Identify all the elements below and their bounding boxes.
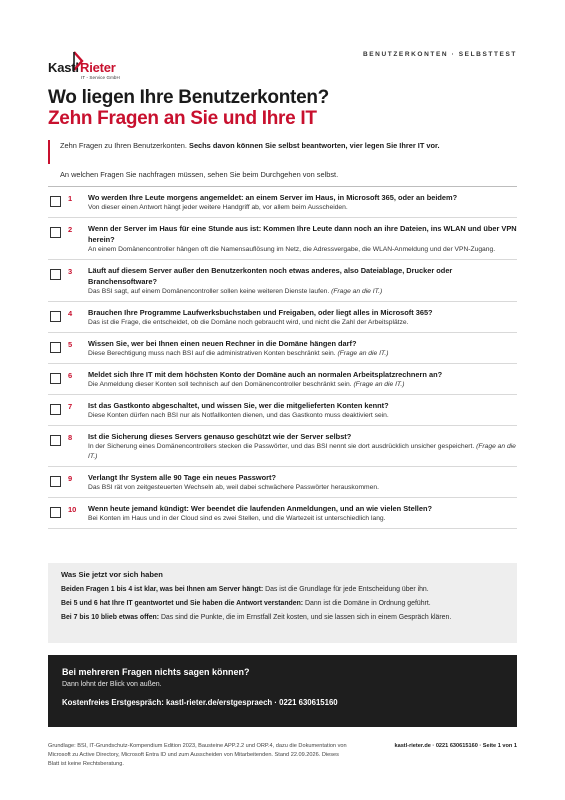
question-item (48, 364, 517, 395)
question-number: 5 (68, 340, 73, 349)
question-note: (Frage an die IT.) (88, 443, 516, 460)
summary-heading: Was Sie jetzt vor sich haben (61, 570, 163, 579)
question-checkbox[interactable] (50, 507, 61, 518)
question-description (88, 442, 517, 462)
question-description-text: Von dieser einen Antwort hängt jeder weitere Handgriff ab, vor allem beim Ausscheiden. (88, 204, 348, 211)
question-item (48, 498, 517, 529)
contact-heading: Bei mehreren Fragen nichts sagen können? (62, 667, 250, 677)
summary-item-lead: Bei 5 und 6 hat Ihre IT geantwortet und Sie haben die Antwort verstanden: (61, 600, 304, 607)
question-note: (Frage an die IT.) (337, 350, 389, 357)
summary-item (61, 613, 504, 623)
question-description-text: Das BSI rät von zeitgesteuerten Wechseln ab, weil dabei schwächere Passwörter herauskommen. (88, 484, 379, 491)
question-description-text: Diese Berechtigung muss nach BSI auf die administrativen Konten beschränkt sein. (88, 350, 338, 357)
question-number: 1 (68, 194, 73, 203)
title-line-1: Wo liegen Ihre Benutzerkonten? (48, 87, 329, 108)
logo-word-rieter: Rieter (80, 60, 116, 75)
question-title: Wenn heute jemand kündigt: Wer beendet die laufenden Anmeldungen, und an wie vielen Stellen? (88, 504, 432, 513)
intro-part-a: Zehn Fragen zu Ihren Benutzerkonten. (60, 141, 190, 150)
question-checkbox[interactable] (50, 435, 61, 446)
contact-details[interactable]: Kostenfreies Erstgespräch: kastl-rieter.de/erstgespraech · 0221 630615160 (62, 698, 338, 707)
page-footer (48, 742, 517, 769)
question-item (48, 302, 517, 333)
question-description-text: In der Sicherung eines Domänencontrollers stecken die Passwörter, und das BSI nennt sie dort ausdrücklich unsicher gespeichert. (88, 443, 477, 450)
question-item (48, 187, 517, 218)
summary-panel (48, 563, 517, 643)
question-description (88, 318, 517, 328)
summary-items (61, 585, 504, 623)
question-item (48, 333, 517, 364)
contact-subline: Dann lohnt der Blick von außen. (62, 681, 162, 688)
contact-banner (48, 655, 517, 727)
question-description-text: An einem Domänencontroller hängen oft die Namensauflösung im Netz, die Adressvergabe, die WLAN-Anmeldung und der VPN-Zugang. (88, 246, 496, 253)
question-description-text: Die Anmeldung dieser Konten soll technisch auf den Domänencontroller beschränkt sein. (88, 381, 354, 388)
question-title: Läuft auf diesem Server außer den Benutzerkonten noch etwas anderes, also Dateiablage, Drucker oder Branchensoftware? (88, 266, 453, 286)
question-description (88, 411, 517, 421)
question-number: 7 (68, 402, 73, 411)
question-description (88, 483, 517, 493)
question-description (88, 380, 517, 390)
logo-word-kastl: Kastl (48, 60, 79, 75)
company-logo (48, 50, 138, 80)
question-checkbox[interactable] (50, 227, 61, 238)
question-number: 10 (68, 505, 77, 514)
summary-item-text: Das sind die Punkte, die im Ernstfall Zeit kosten, und sie lassen sich in einem Gespräch klären. (159, 614, 452, 621)
footer-contact: kastl-rieter.de · 0221 630615160 · Seite 1 von 1 (394, 743, 517, 749)
summary-item-text: Das ist die Grundlage für jede Entscheidung über ihn. (263, 586, 429, 593)
header-tagline: BENUTZERKONTEN · SELBSTTEST (362, 51, 517, 58)
question-note: (Frage an die IT.) (353, 381, 405, 388)
question-description-text: Bei Konten im Haus und in der Cloud sind es zwei Stellen, und die Wartezeit ist unterschiedlich lang. (88, 515, 386, 522)
question-checkbox[interactable] (50, 311, 61, 322)
question-title: Wo werden Ihre Leute morgens angemeldet: an einem Server im Haus, in Microsoft 365, oder an beidem? (88, 193, 458, 202)
summary-item-lead: Beiden Fragen 1 bis 4 ist klar, was bei Ihnen am Server hängt: (61, 586, 264, 593)
question-title: Meldet sich Ihre IT mit dem höchsten Konto der Domäne auch an normalen Arbeitsplatzrechnern an? (88, 370, 443, 379)
page-header (48, 44, 517, 84)
summary-item-lead: Bei 7 bis 10 blieb etwas offen: (61, 614, 160, 621)
summary-item (61, 599, 504, 609)
question-checkbox[interactable] (50, 404, 61, 415)
question-description (88, 514, 517, 524)
title-line-2: Zehn Fragen an Sie und Ihre IT (48, 108, 317, 129)
question-title: Brauchen Ihre Programme Laufwerksbuchstaben und Freigaben, oder liegt alles in Microsoft 365? (88, 308, 433, 317)
question-checkbox[interactable] (50, 476, 61, 487)
question-number: 9 (68, 474, 73, 483)
question-description (88, 203, 517, 213)
intro-text (60, 140, 517, 152)
question-number: 3 (68, 267, 73, 276)
question-item (48, 260, 517, 302)
question-number: 2 (68, 225, 73, 234)
question-title: Ist das Gastkonto abgeschaltet, und wissen Sie, wer die mitgelieferten Konten kennt? (88, 401, 389, 410)
question-number: 6 (68, 371, 73, 380)
question-list (48, 186, 517, 529)
question-item (48, 426, 517, 467)
question-description-text: Diese Konten dürfen nach BSI nur als Notfallkonten dienen, und das Gastkonto muss deaktiviert sein. (88, 412, 389, 419)
question-number: 4 (68, 309, 73, 318)
intro-hint: An welchen Fragen Sie nachfragen müssen, sehen Sie beim Durchgehen von selbst. (60, 170, 339, 179)
question-item (48, 395, 517, 426)
question-description (88, 245, 517, 255)
question-description (88, 349, 517, 359)
question-title: Ist die Sicherung dieses Servers genauso geschützt wie der Server selbst? (88, 432, 352, 441)
question-description (88, 287, 517, 297)
question-title: Wissen Sie, wer bei Ihnen einen neuen Rechner in die Domäne hängen darf? (88, 339, 357, 348)
question-description-text: Das BSI sagt, auf einem Domänencontroller sollen keine weiteren Dienste laufen. (88, 288, 332, 295)
question-checkbox[interactable] (50, 196, 61, 207)
question-item (48, 467, 517, 498)
logo-subtitle: IT - Service GmbH (81, 75, 120, 80)
question-title: Wenn der Server im Haus für eine Stunde aus ist: Kommen Ihre Leute dann noch an ihre Dateien, ins WLAN und über VPN herein? (88, 224, 517, 244)
question-title: Verlangt Ihr System alle 90 Tage ein neues Passwort? (88, 473, 276, 482)
summary-item (61, 585, 504, 595)
intro-part-b: Sechs davon können Sie selbst beantworten, vier legen Sie Ihrer IT vor. (189, 141, 440, 150)
page-title (48, 87, 329, 129)
question-note: (Frage an die IT.) (331, 288, 383, 295)
summary-item-text: Dann ist die Domäne in Ordnung geführt. (303, 600, 431, 607)
question-description-text: Das ist die Frage, die entscheidet, ob die Domäne noch gebraucht wird, und nicht die Zahl der Arbeitsplätze. (88, 319, 409, 326)
question-checkbox[interactable] (50, 342, 61, 353)
intro-accent-bar (48, 140, 50, 164)
question-checkbox[interactable] (50, 373, 61, 384)
footer-source-note: Grundlage: BSI, IT-Grundschutz-Kompendium Edition 2023, Bausteine APP.2.2 und ORP.4, dazu die Dokumentation von Microsoft zu Active Directory, Microsoft Entra ID und zum Ausscheiden von Mitarbeitenden. Stand 22.09.2026. Dieses Blatt ist keine Rechtsberatung. (48, 743, 347, 767)
question-checkbox[interactable] (50, 269, 61, 280)
question-item (48, 218, 517, 260)
question-number: 8 (68, 433, 73, 442)
